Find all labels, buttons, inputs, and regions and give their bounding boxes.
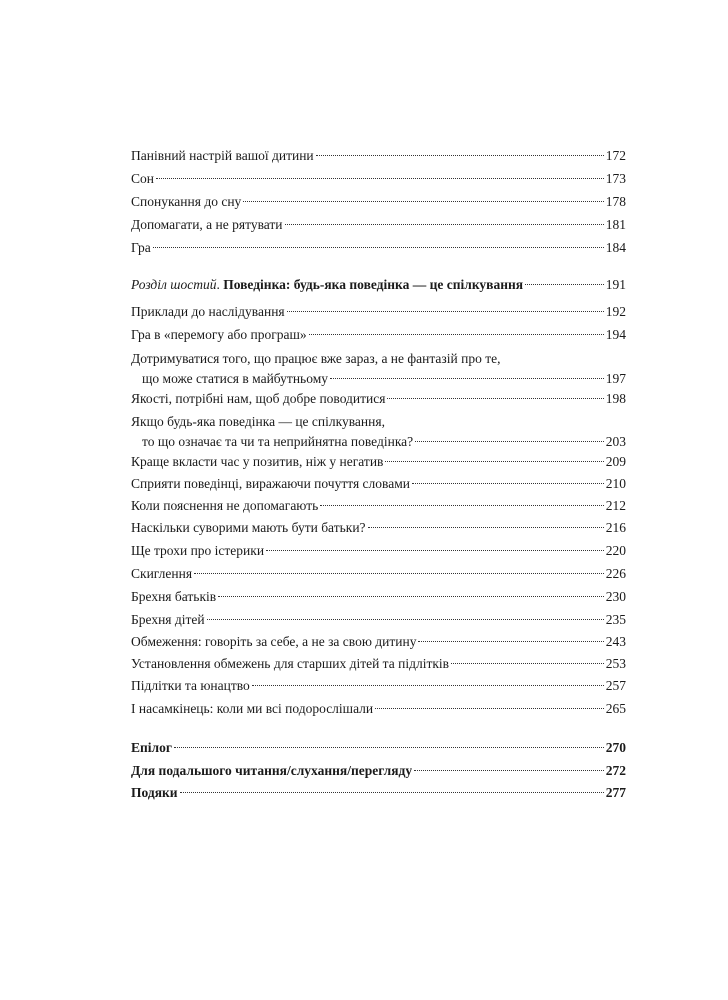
- toc-entry-title: Сон: [131, 171, 154, 186]
- toc-entry-title: Панівний настрій вашої дитини: [131, 148, 314, 163]
- toc-entry[interactable]: [131, 452, 626, 472]
- toc-entry-title: Краще вкласти час у позитив, ніж у негатив: [131, 454, 384, 469]
- toc-entry-epilogue[interactable]: [131, 738, 626, 758]
- toc-entry-page: 230: [605, 589, 626, 604]
- toc-entry-title: Коли пояснення не допомагають: [131, 498, 319, 513]
- toc-entry[interactable]: [131, 610, 626, 630]
- dot-leader: [285, 224, 604, 225]
- toc-entry-page: 209: [605, 454, 626, 469]
- toc-entry-page: 203: [605, 434, 626, 449]
- toc-entry-title: Скиглення: [131, 566, 193, 581]
- toc-entry-page: 181: [605, 217, 626, 232]
- toc-entry-title: Гра: [131, 240, 151, 255]
- toc-entry[interactable]: [131, 169, 626, 189]
- toc-entry-title-line1: Дотримуватися того, що працює вже зараз, а не фантазій про те,: [131, 351, 501, 366]
- toc-entry[interactable]: [131, 238, 626, 258]
- toc-entry-page: 197: [605, 371, 626, 386]
- dot-leader: [194, 573, 604, 574]
- toc-entry-title: Брехня дітей: [131, 612, 205, 627]
- toc-entry-page: 216: [605, 520, 626, 535]
- toc-entry-page: 235: [605, 612, 626, 627]
- dot-leader: [180, 792, 604, 793]
- toc-entry-title: Установлення обмежень для старших дітей та підлітків: [131, 656, 450, 671]
- toc-entry[interactable]: [131, 541, 626, 561]
- toc-entry-title: І насамкінець: коли ми всі подорослішали: [131, 701, 374, 716]
- toc-entry[interactable]: [131, 632, 626, 652]
- dot-leader: [414, 770, 604, 771]
- dot-leader: [415, 441, 604, 442]
- toc-entry-title: Обмеження: говоріть за себе, а не за свою дитину: [131, 634, 417, 649]
- toc-entry[interactable]: [131, 654, 626, 674]
- toc-entry[interactable]: [131, 676, 626, 696]
- dot-leader: [412, 483, 604, 484]
- toc-entry-title: Ще трохи про істерики: [131, 543, 265, 558]
- toc-entry-page: 226: [605, 566, 626, 581]
- toc-entry[interactable]: [131, 215, 626, 235]
- dot-leader: [287, 311, 604, 312]
- toc-entry[interactable]: [131, 699, 626, 719]
- chapter-title: Розділ шостий. Поведінка: будь-яка поведінка — це спілкування: [131, 277, 524, 292]
- toc-entry-title-line2: то що означає та чи та неприйнятна поведінка?: [142, 434, 414, 449]
- toc-entry[interactable]: [131, 564, 626, 584]
- toc-entry-title: Спонукання до сну: [131, 194, 242, 209]
- toc-entry-title: Наскільки суворими мають бути батьки?: [131, 520, 366, 535]
- toc-entry[interactable]: [131, 146, 626, 166]
- toc-entry[interactable]: [131, 389, 626, 409]
- toc-entry-page: 198: [605, 391, 626, 406]
- toc-entry-page: 212: [605, 498, 626, 513]
- toc-entry-page: 243: [605, 634, 626, 649]
- dot-leader: [252, 685, 604, 686]
- toc-entry-page: 272: [605, 763, 626, 778]
- dot-leader: [153, 247, 604, 248]
- chapter-heading[interactable]: [131, 275, 626, 295]
- dot-leader: [207, 619, 604, 620]
- toc-entry-page: 173: [605, 171, 626, 186]
- dot-leader: [243, 201, 603, 202]
- toc-entry-page: 210: [605, 476, 626, 491]
- toc-entry[interactable]: [131, 325, 626, 345]
- dot-leader: [368, 527, 604, 528]
- dot-leader: [218, 596, 604, 597]
- toc-entry[interactable]: [131, 474, 626, 494]
- toc-entry-page: 178: [605, 194, 626, 209]
- dot-leader: [525, 284, 604, 285]
- dot-leader: [309, 334, 604, 335]
- dot-leader: [385, 461, 603, 462]
- toc-entry-page: 270: [605, 740, 626, 755]
- toc-entry-title-line2: що може статися в майбутньому: [142, 371, 328, 386]
- toc-entry[interactable]: [131, 587, 626, 607]
- dot-leader: [174, 747, 604, 748]
- toc-entry[interactable]: [131, 349, 626, 389]
- toc-entry-page: 257: [605, 678, 626, 693]
- toc-entry-page: 194: [605, 327, 626, 342]
- toc-entry-title: Гра в «перемогу або програш»: [131, 327, 307, 342]
- toc-entry[interactable]: [131, 412, 626, 452]
- toc-entry-page: 220: [605, 543, 626, 558]
- toc-entry-page: 253: [605, 656, 626, 671]
- dot-leader: [387, 398, 603, 399]
- toc-entry-page: 265: [605, 701, 626, 716]
- toc-entry-further-reading[interactable]: [131, 761, 626, 781]
- toc-entry-page: 184: [605, 240, 626, 255]
- chapter-prefix: Розділ шостий: [131, 277, 217, 292]
- toc-entry-page: 277: [605, 785, 626, 800]
- toc-entry[interactable]: [131, 192, 626, 212]
- toc-entry-title: Брехня батьків: [131, 589, 217, 604]
- toc-entry-acknowledgements[interactable]: [131, 783, 626, 803]
- dot-leader: [316, 155, 604, 156]
- toc-entry[interactable]: [131, 518, 626, 538]
- dot-leader: [418, 641, 603, 642]
- chapter-page: 191: [605, 277, 626, 292]
- toc-entry-title-line1: Якщо будь-яка поведінка — це спілкування,: [131, 414, 385, 429]
- toc-entry-page: 172: [605, 148, 626, 163]
- dot-leader: [451, 663, 604, 664]
- toc-entry-page: 192: [605, 304, 626, 319]
- toc-entry-title: Для подальшого читання/слухання/перегляду: [131, 763, 413, 778]
- toc-entry[interactable]: [131, 496, 626, 516]
- dot-leader: [330, 378, 604, 379]
- toc-entry-title: Сприяти поведінці, виражаючи почуття словами: [131, 476, 410, 491]
- dot-leader: [266, 550, 604, 551]
- toc-entry-title: Епілог: [131, 740, 172, 755]
- toc-entry-title: Приклади до наслідування: [131, 304, 285, 319]
- chapter-name: Поведінка: будь-яка поведінка — це спілкування: [223, 277, 524, 292]
- toc-entry-title: Якості, потрібні нам, щоб добре поводитися: [131, 391, 386, 406]
- dot-leader: [156, 178, 604, 179]
- toc-entry[interactable]: [131, 302, 626, 322]
- dot-leader: [320, 505, 603, 506]
- dot-leader: [375, 708, 604, 709]
- toc-entry-title: Подяки: [131, 785, 178, 800]
- toc-entry-title: Підлітки та юнацтво: [131, 678, 250, 693]
- toc-entry-title: Допомагати, а не рятувати: [131, 217, 283, 232]
